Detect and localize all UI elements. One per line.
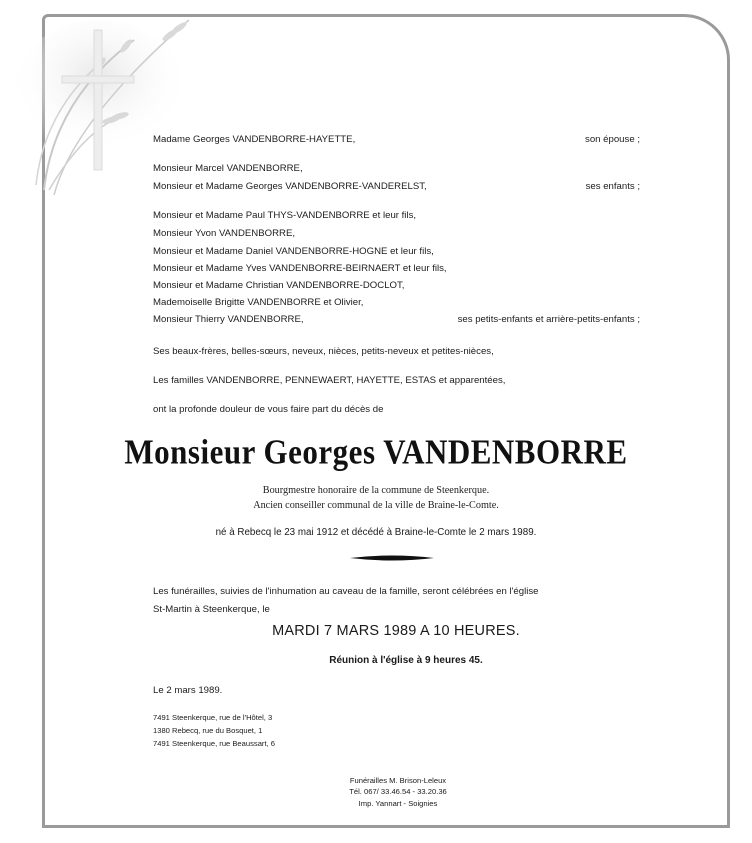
address-1: 7491 Steenkerque, rue de l'Hôtel, 3 [153,713,273,722]
grandchild-6: Mademoiselle Brigitte VANDENBORRE et Olivier, [153,297,364,308]
spouse-name: Madame Georges VANDENBORRE-HAYETTE, [153,134,356,145]
funeral-line-2: St-Martin à Steenkerque, le [153,604,270,615]
deceased-title-1: Bourgmestre honoraire de la commune de Steenkerque. [262,485,490,496]
funeral-date: MARDI 7 MARS 1989 A 10 HEURES. [272,623,520,639]
grandchildren-relation: ses petits-enfants et arrière-petits-enfants ; [457,314,640,325]
grandchild-3: Monsieur et Madame Daniel VANDENBORRE-HOGNE et leur fils, [153,246,434,257]
in-laws-line: Ses beaux-frères, belles-sœurs, neveux, nièces, petits-neveux et petites-nièces, [153,346,494,357]
grandchild-1: Monsieur et Madame Paul THYS-VANDENBORRE et leur fils, [153,210,417,221]
meeting-time: Réunion à l'église à 9 heures 45. [329,655,483,666]
address-3: 7491 Steenkerque, rue Beaussart, 6 [153,739,276,748]
child-2: Monsieur et Madame Georges VANDENBORRE-VANDERELST, [153,181,427,192]
grandchild-7: Monsieur Thierry VANDENBORRE, [153,314,304,325]
grandchild-2: Monsieur Yvon VANDENBORRE, [153,228,296,239]
funeral-line-1: Les funérailles, suivies de l'inhumation au caveau de la famille, seront célébrées en l'église [153,586,539,597]
birth-death-dates: né à Rebecq le 23 mai 1912 et décédé à Braine-le-Comte le 2 mars 1989. [215,527,537,538]
address-2: 1380 Rebecq, rue du Bosquet, 1 [153,726,263,735]
deceased-title-2: Ancien conseiller communal de la ville de Braine-le-Comte. [253,500,499,511]
families-line: Les familles VANDENBORRE, PENNEWAERT, HAYETTE, ESTAS et apparentées, [153,375,506,386]
deceased-name: Monsieur Georges VANDENBORRE [124,432,628,472]
spouse-relation: son épouse ; [585,134,640,145]
child-1: Monsieur Marcel VANDENBORRE, [153,163,303,174]
announcement-line: ont la profonde douleur de vous faire part du décès de [153,404,384,415]
grandchild-5: Monsieur et Madame Christian VANDENBORRE-DOCLOT, [153,280,405,291]
letter-date: Le 2 mars 1989. [153,685,223,696]
imprint-line-2: Tél. 067/ 33.46.54 - 33.20.36 [349,787,447,796]
children-relation: ses enfants ; [585,181,640,192]
imprint-line-1: Funérailles M. Brison-Leleux [349,776,447,785]
imprint-line-3: Imp. Yannart - Soignies [358,799,438,808]
grandchild-4: Monsieur et Madame Yves VANDENBORRE-BEIRNAERT et leur fils, [153,263,447,274]
ornamental-divider [350,555,434,561]
cross-and-wheat-icon [14,10,214,210]
